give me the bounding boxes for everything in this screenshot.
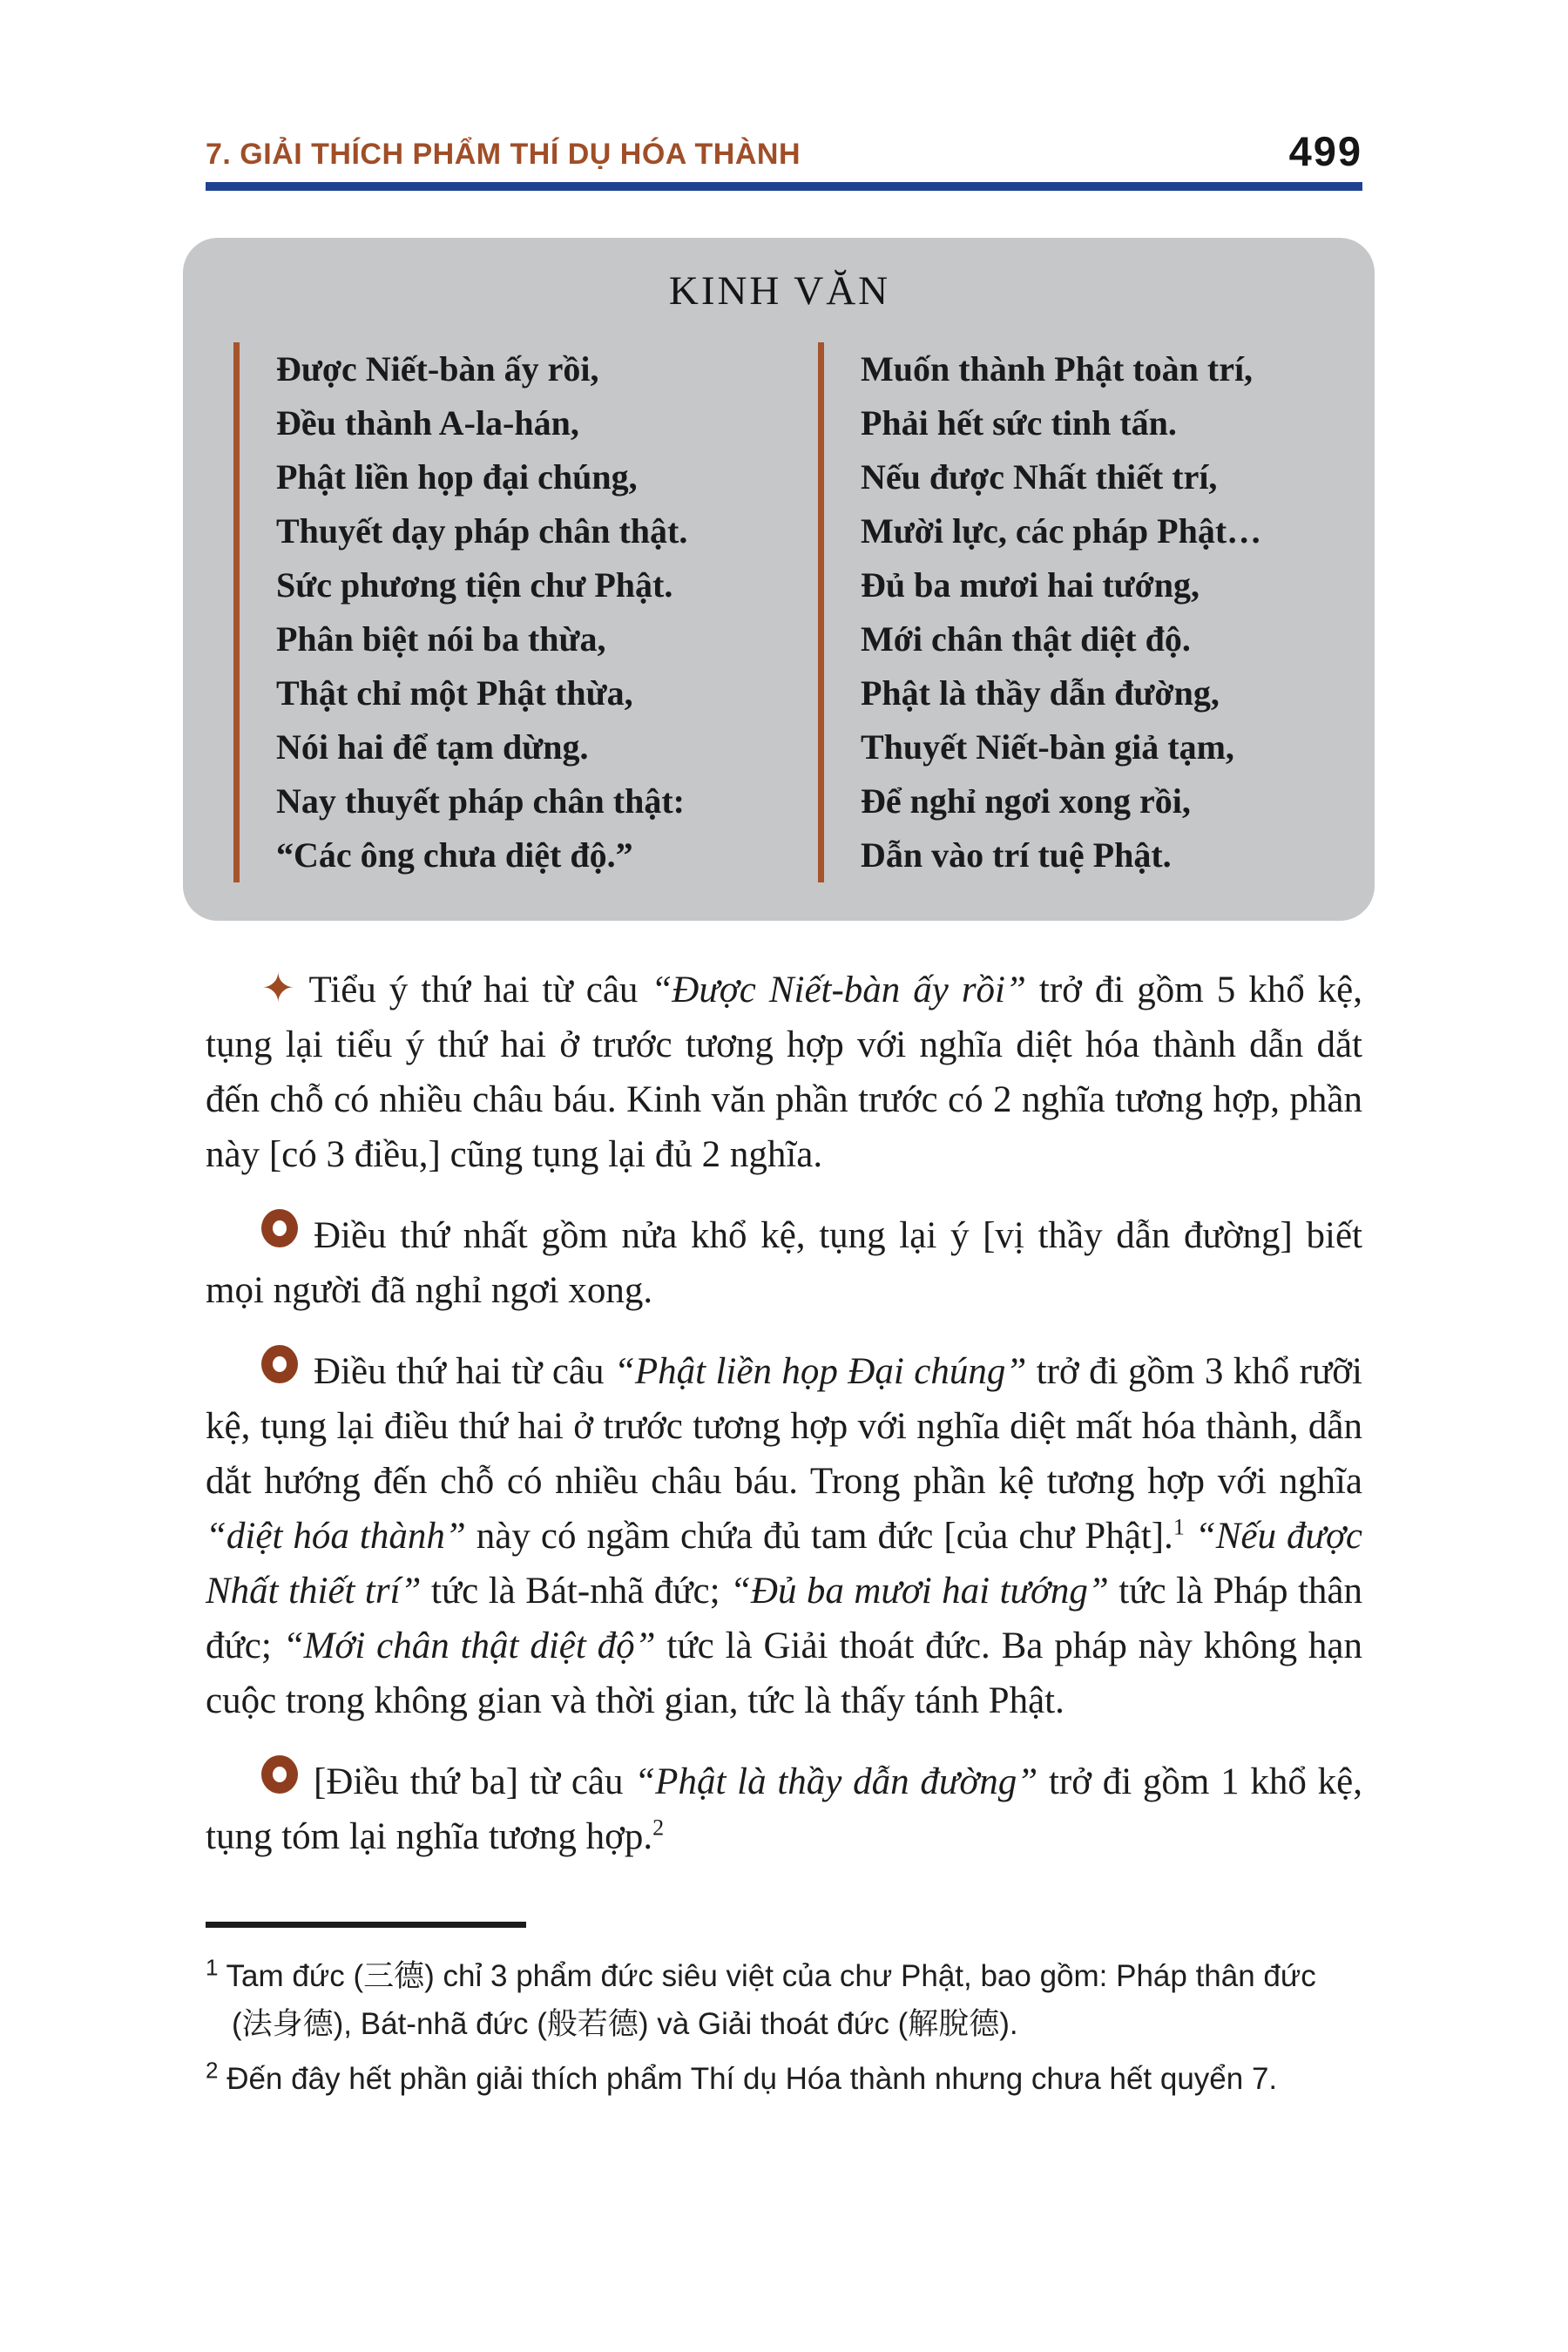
quoted-phrase: “Nếu được Nhất thiết trí” [206, 1516, 1363, 1612]
paragraph [206, 1208, 1362, 1318]
verse-line: Nếu được Nhất thiết trí, [861, 457, 1218, 497]
verse-line: “Các ông chưa diệt độ.” [276, 835, 633, 875]
verse-line: Thuyết Niết-bàn giả tạm, [861, 727, 1234, 767]
quoted-phrase: “Đủ ba mươi hai tướng” [730, 1571, 1109, 1612]
body-text: Tiểu ý thứ hai từ câu [308, 970, 652, 1010]
footnote-ref: 2 [652, 1815, 665, 1841]
verse-line: Muốn thành Phật toàn trí, [861, 349, 1254, 389]
verse-line: Đều thành A-la-hán, [276, 403, 579, 443]
sutra-box-title: KINH VĂN [668, 268, 891, 314]
body-text: tức là Pháp thân đức; [206, 1571, 1362, 1666]
quoted-phrase: “Mới chân thật diệt độ” [282, 1625, 656, 1666]
paragraph [206, 1344, 1362, 1728]
quoted-phrase: “Phật là thầy dẫn đường” [634, 1761, 1038, 1802]
verse-line: Để nghỉ ngơi xong rồi, [861, 781, 1191, 821]
body-text: [Điều thứ ba] từ câu [314, 1761, 635, 1802]
footnote-list [206, 1952, 1362, 2103]
verse-line: Nay thuyết pháp chân thật: [276, 781, 685, 821]
body-text [1185, 1516, 1195, 1557]
footnote-marker: 2 [206, 2057, 219, 2084]
chapter-title: 7. GIẢI THÍCH PHẨM THÍ DỤ HÓA THÀNH [206, 138, 801, 171]
footnote-ref: 1 [1173, 1514, 1185, 1540]
body-text: tức là Giải thoát đức. Ba pháp này không hạn cuộc trong không gian và thời gian, tức là thấy tánh Phật. [206, 1625, 1363, 1721]
quoted-phrase: “Phật liền họp Đại chúng” [613, 1351, 1027, 1392]
verse-line: Sức phương tiện chư Phật. [276, 565, 673, 605]
ring-bullet-icon [261, 1345, 298, 1383]
body-text: trở đi gồm 3 khổ rưỡi kệ, tụng lại điều thứ hai ở trước tương hợp với nghĩa diệt mất hóa thành, dẫn dắt hướng đến chỗ có nhiều châu báu. Trong phần kệ tương hợp với nghĩa [206, 1351, 1362, 1502]
body-text: Điều thứ nhất gồm nửa khổ kệ, tụng lại ý [vị thầy dẫn đường] biết mọi người đã nghỉ ngơi xong. [206, 1215, 1362, 1311]
verse-line: Phân biệt nói ba thừa, [276, 619, 606, 659]
ring-bullet-icon [261, 1209, 298, 1247]
footnote-rule [206, 1922, 526, 1928]
verse-line: Thuyết dạy pháp chân thật. [276, 511, 688, 551]
verse-line: Phật là thầy dẫn đường, [861, 673, 1220, 713]
quoted-phrase: “Được Niết-bàn ấy rồi” [651, 970, 1026, 1010]
verse-line: Phải hết sức tinh tấn. [861, 403, 1177, 443]
body-text: trở đi gồm 5 khổ kệ, tụng lại tiểu ý thứ hai ở trước tương hợp với nghĩa diệt hóa thành dẫn dắt đến chỗ có nhiều châu báu. Kinh văn phần trước có 2 nghĩa tương hợp, phần này [có 3 điều,] cũng tụng lại đủ 2 nghĩa. [206, 970, 1363, 1175]
verse-left [233, 342, 741, 882]
ring-bullet-icon [261, 1755, 298, 1794]
verse-columns [233, 342, 1326, 882]
footnote-marker: 1 [206, 1954, 219, 1981]
verse-line: Đủ ba mươi hai tướng, [861, 565, 1200, 605]
verse-line: Nói hai để tạm dừng. [276, 727, 589, 767]
running-head [206, 128, 1362, 174]
verse-right [818, 342, 1326, 882]
verse-line: Mới chân thật diệt độ. [861, 619, 1191, 659]
paragraph [206, 963, 1362, 1182]
star-bullet-icon: ✦ [261, 964, 295, 1011]
footnote: $^2$ Đến đây hết phần giải thích phẩm Thí dụ Hóa thành nhưng chưa hết quyển 7. [206, 2057, 1278, 2096]
quoted-phrase: “diệt hóa thành” [206, 1516, 466, 1557]
paragraph [206, 1754, 1362, 1864]
footnote: $^1$ Tam đức (三德) chỉ 3 phẩm đức siêu việt của chư Phật, bao gồm: Pháp thân đức (法身德), Bát-nhã đức (般若德) và Giải thoát đức (解脫德). [206, 1954, 1316, 2041]
verse-line: Được Niết-bàn ấy rồi, [276, 349, 599, 389]
verse-line: Mười lực, các pháp Phật… [861, 511, 1262, 551]
body-paragraphs [206, 963, 1362, 1864]
body-text: này có ngầm chứa đủ tam đức [của chư Phật]. [465, 1516, 1173, 1557]
body-text: Điều thứ hai từ câu [314, 1351, 614, 1392]
verse-line: Thật chỉ một Phật thừa, [276, 673, 633, 713]
footnotes-section [206, 1922, 1362, 2103]
body-text: trở đi gồm 1 khổ kệ, tụng tóm lại nghĩa tương hợp. [206, 1761, 1362, 1857]
sutra-box [183, 238, 1375, 921]
header-rule [206, 182, 1362, 191]
page-number: 499 [1288, 128, 1362, 174]
body-text: tức là Bát-nhã đức; [421, 1571, 730, 1612]
verse-line: Dẫn vào trí tuệ Phật. [861, 835, 1172, 875]
verse-line: Phật liền họp đại chúng, [276, 457, 638, 497]
